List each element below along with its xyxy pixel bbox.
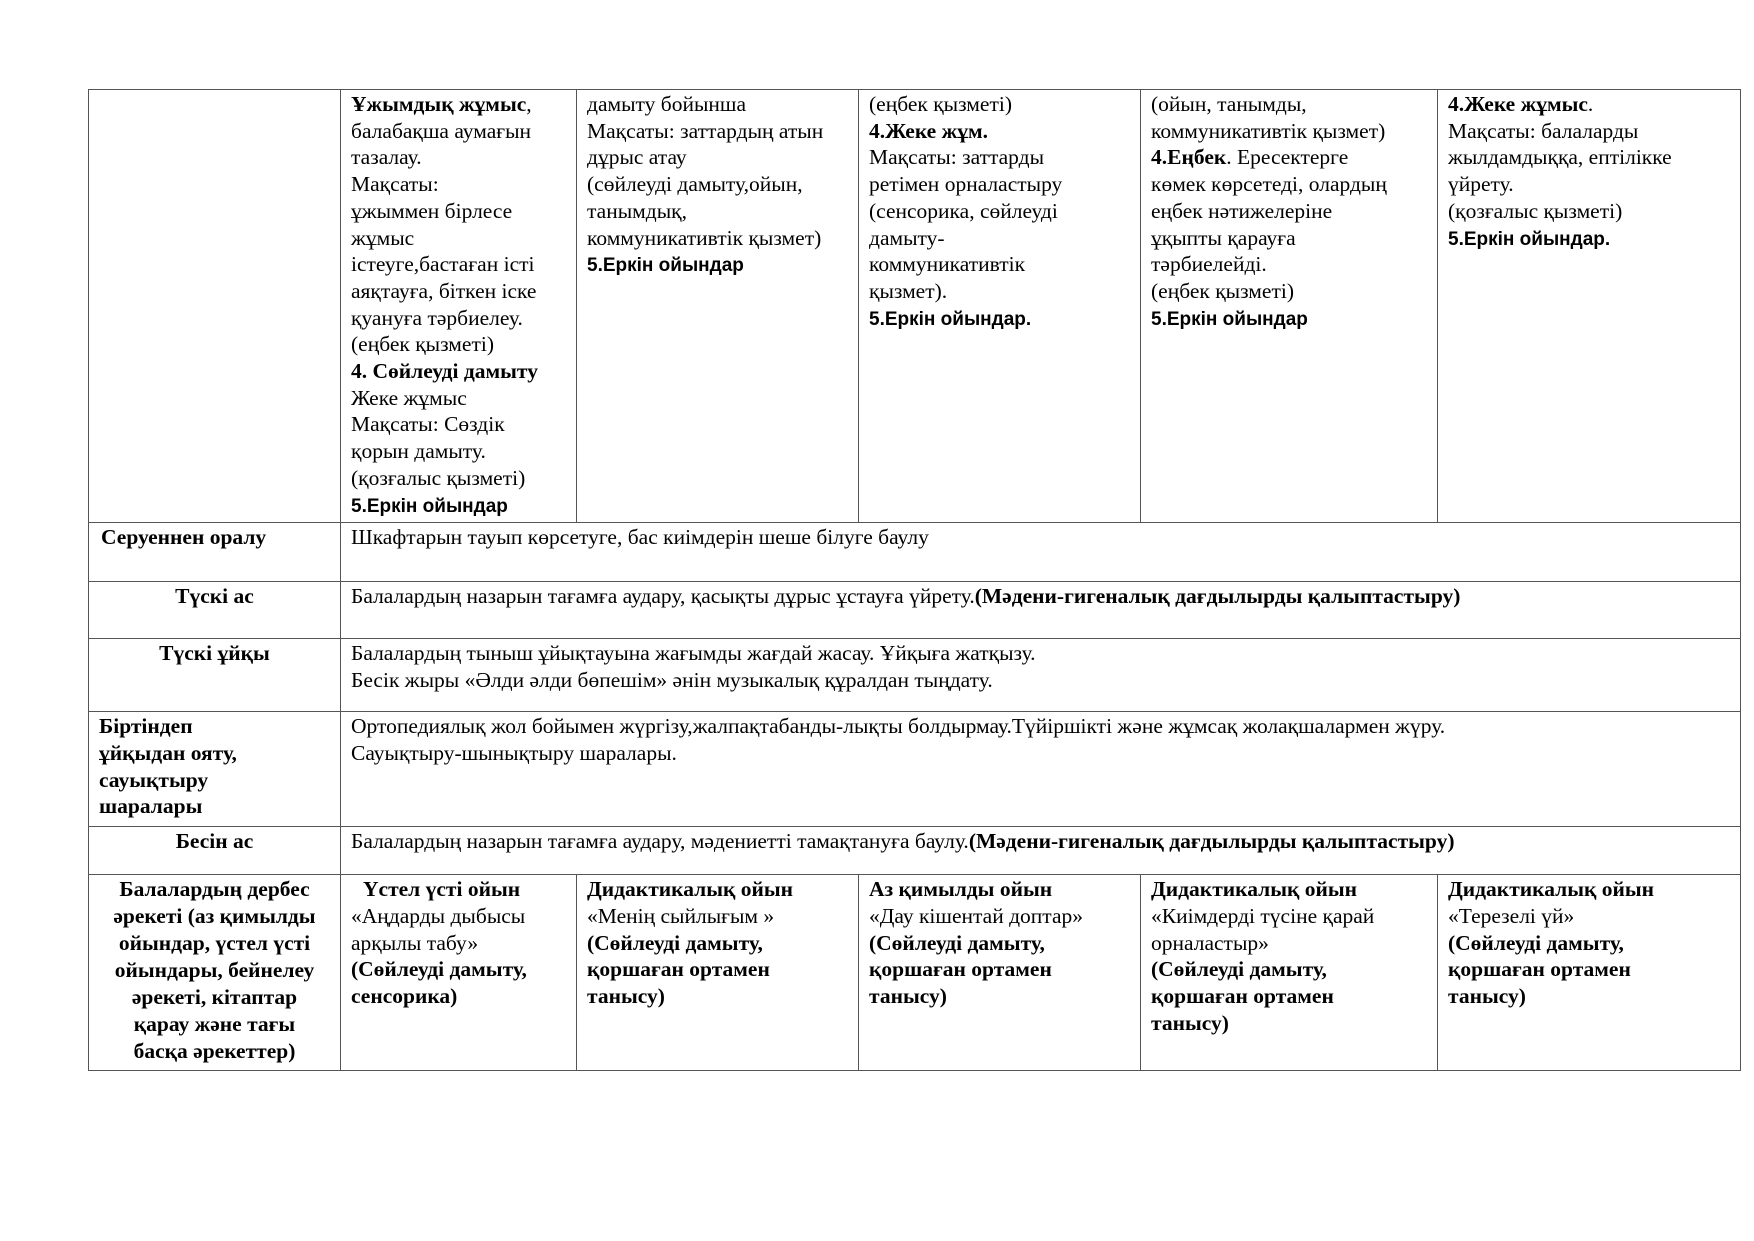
cell-text: тазалау. [351,145,422,170]
row-label-return-walk [89,523,341,582]
cell-line [351,492,566,521]
cell-text: ұжыммен бірлесе [351,198,513,223]
nap-text [341,639,1741,712]
cell-text: Жеке жұмыс [351,385,467,410]
table-row-nap [89,639,1741,712]
cell-text: жұмыс [351,225,415,250]
cell-line [869,278,1130,305]
return-walk-label: Серуеннен оралу [101,525,267,550]
cell-line [587,144,848,171]
game-goal: қоршаған ортамен [1151,984,1334,1009]
game-goal: (Сөйлеуді дамыту, [351,957,527,982]
snack-text [341,827,1741,875]
table-row-lunch [89,582,1741,639]
cell-text: коммуникативтік [869,252,1026,277]
cell-text: ұқыпты қарауға [1151,225,1296,250]
cell-text: істеуге,бастаған істі [351,252,535,277]
game-goal: сенсорика) [351,984,458,1009]
cell-line [351,251,566,278]
game-goal: (Сөйлеуді дамыту, [1448,930,1624,955]
wake-line-1: Ортопедиялық жол бойымен жүргізу,жалпақтабанды-лықты болдырмау.Түйіршікті және жұмсақ жолақшалармен жүру. [351,714,1446,739]
table-row-activities [89,875,1741,1071]
game-name: орналастыр» [1151,930,1269,955]
cell-line [1151,118,1427,145]
row-label-wake [89,712,341,827]
cell-text: коммуникативтік қызмет) [587,225,822,250]
cell-line [1151,171,1427,198]
row-label-empty [89,90,341,523]
game-name: арқылы табу» [351,930,479,955]
cell-heading: 5.Еркін ойындар [1151,308,1308,330]
lunch-text [341,582,1741,639]
cell-line [869,118,1130,145]
daily-plan-table [88,89,1741,1071]
row-label-lunch [89,582,341,639]
wake-line-2: Сауықтыру-шынықтыру шаралары. [351,740,677,765]
row-label-snack [89,827,341,875]
game-goal: қоршаған ортамен [869,957,1052,982]
cell-line [1151,251,1427,278]
game-cell [577,875,859,1071]
cell-line [351,144,566,171]
cell-text: аяқтауға, біткен іске [351,278,537,303]
cell-text: Мақсаты: Сөздік [351,412,505,437]
game-type: Аз қимылды ойын [869,877,1053,902]
cell-line [587,118,848,145]
table-row-work [89,90,1741,523]
table-row-wake [89,712,1741,827]
cell-line [869,144,1130,171]
cell-heading: 4.Жеке жұм. [869,118,988,143]
activities-label-line: басқа әрекеттер) [133,1039,296,1064]
nap-label: Түскі ұйқы [159,641,270,666]
game-goal: (Сөйлеуді дамыту, [1151,957,1327,982]
wake-label-line: сауықтыру [99,767,209,792]
cell-line [1151,225,1427,252]
cell-text: (еңбек қызметі) [351,332,494,357]
cell-line [1448,198,1730,225]
cell-text: қорын дамыту. [351,439,486,464]
cell-line [351,198,566,225]
nap-line-1: Балалардың тыныш ұйықтауына жағымды жағдай жасау. Ұйқыға жатқызу. [351,641,1036,666]
cell-text: коммуникативтік қызмет) [1151,118,1386,143]
cell-line [1448,118,1730,145]
cell-heading: 5.Еркін ойындар. [1448,228,1611,250]
cell-col-1 [341,90,577,523]
cell-col-2 [577,90,859,523]
game-goal: (Сөйлеуді дамыту, [587,930,763,955]
game-goal: қоршаған ортамен [1448,957,1631,982]
cell-text: (сөйлеуді дамыту,ойын, [587,172,803,197]
cell-heading: 4. Сөйлеуді дамыту [351,359,538,384]
cell-line [587,251,848,280]
cell-text-suffix: . [1587,92,1594,116]
cell-text: еңбек нәтижелеріне [1151,198,1333,223]
cell-line [869,251,1130,278]
cell-line [351,438,566,465]
game-name: «Киімдерді түсіне қарай [1151,903,1375,928]
cell-line [869,225,1130,252]
cell-heading: 5.Еркін ойындар [351,495,508,517]
cell-line [587,225,848,252]
cell-line [351,358,566,385]
cell-text: үйрету. [1448,172,1514,197]
cell-line [869,198,1130,225]
lunch-description: Балалардың назарын тағамға аудару, қасықты дұрыс ұстауға үйрету. [351,584,975,609]
cell-text: балабақша аумағын [351,118,532,143]
game-goal: қоршаған ортамен [587,957,770,982]
cell-line [351,278,566,305]
activities-label-line: ойындар, үстел үсті [118,931,311,956]
game-type: Үстел үсті ойын [363,877,521,902]
snack-description: Балалардың назарын тағамға аудару, мәдениетті тамақтануға баулу. [351,829,969,854]
wake-label-line: шаралары [99,794,203,819]
activities-label-line: әрекеті, кітаптар [131,985,298,1010]
cell-text: (еңбек қызметі) [1151,278,1294,303]
cell-text: Мақсаты: балаларды [1448,118,1639,143]
cell-line [587,91,848,118]
cell-text: қуануға тәрбиелеу. [351,305,523,330]
cell-text: (ойын, танымды, [1151,92,1307,116]
cell-heading: 4.Жеке жұмыс [1448,92,1588,116]
game-type: Дидактикалық ойын [1151,877,1358,902]
cell-line [869,91,1130,118]
game-goal: танысу) [587,984,665,1009]
row-label-activities [89,875,341,1071]
cell-text: Мақсаты: заттарды [869,145,1045,170]
cell-text: (қозғалыс қызметі) [1448,198,1623,223]
cell-line [1151,144,1427,171]
cell-col-4 [1141,90,1438,523]
game-type: Дидактикалық ойын [1448,877,1655,902]
cell-text: (қозғалыс қызметі) [351,465,526,490]
cell-text: танымдық, [587,198,687,223]
cell-line [351,118,566,145]
cell-heading: Ұжымдық жұмыс [351,92,527,116]
snack-goal: (Мәдени-гигеналық дағдылырды қалыптастыру) [968,829,1455,854]
cell-heading: 5.Еркін ойындар [587,255,744,277]
game-name: «Менің сыйлығым » [587,903,775,928]
cell-line [1448,225,1730,254]
wake-label-line: Біртіндеп [99,714,193,739]
cell-text: дамыту бойынша [587,92,747,116]
wake-text [341,712,1741,827]
activities-label-line: әрекеті (аз қимылды [113,904,316,929]
return-walk-text [341,523,1741,582]
cell-col-3 [859,90,1141,523]
cell-text: (еңбек қызметі) [869,92,1012,116]
cell-line [1448,171,1730,198]
game-name: «Аңдарды дыбысы [351,903,526,928]
wake-label-line: ұйқыдан ояту, [99,740,237,765]
cell-line [1151,198,1427,225]
activities-label-line: ойындары, бейнелеу [114,958,315,983]
cell-line [587,198,848,225]
table-row-snack [89,827,1741,875]
cell-line [1151,278,1427,305]
cell-text-suffix: . Ересектерге [1226,145,1349,170]
return-walk-description: Шкафтарын тауып көрсетуге, бас киімдерін шеше білуге баулу [351,525,929,550]
cell-line [351,331,566,358]
game-cell [1438,875,1741,1071]
cell-line [869,305,1130,334]
cell-line [351,91,566,118]
game-cell [341,875,577,1071]
lunch-goal: (Мәдени-гигеналық дағдылырды қалыптастыру) [974,584,1461,609]
game-cell [859,875,1141,1071]
cell-line [351,171,566,198]
game-cell [1141,875,1438,1071]
cell-line [351,225,566,252]
cell-text: көмек көрсетеді, олардың [1151,172,1387,197]
cell-text: ретімен орналастыру [869,172,1063,197]
activities-label-line: Балалардың дербес [119,877,310,902]
cell-heading: 5.Еркін ойындар. [869,308,1032,330]
cell-line [869,171,1130,198]
cell-col-5 [1438,90,1741,523]
game-goal: танысу) [1151,1010,1229,1035]
cell-line [351,385,566,412]
cell-text-suffix: , [526,92,532,116]
cell-heading: 4.Еңбек [1151,145,1227,170]
cell-line [351,305,566,332]
game-goal: (Сөйлеуді дамыту, [869,930,1045,955]
cell-line [587,171,848,198]
cell-line [1151,305,1427,334]
cell-line [1151,91,1427,118]
lunch-label: Түскі ас [175,584,254,609]
table-row-return-walk [89,523,1741,582]
game-goal: танысу) [869,984,947,1009]
cell-text: дамыту- [869,225,945,250]
cell-line [351,411,566,438]
nap-line-2: Бесік жыры «Әлди әлди бөпешім» әнін музыкалық құралдан тыңдату. [351,667,993,692]
game-goal: танысу) [1448,984,1526,1009]
cell-text: жылдамдыққа, ептілікке [1448,145,1672,170]
snack-label: Бесін ас [175,829,254,854]
cell-text: Мақсаты: [351,172,439,197]
game-type: Дидактикалық ойын [587,877,794,902]
game-name: «Терезелі үй» [1448,903,1575,928]
cell-text: Мақсаты: заттардың атын [587,118,824,143]
cell-text: тәрбиелейді. [1151,252,1267,277]
cell-text: қызмет). [869,278,948,303]
cell-text: дұрыс атау [587,145,687,170]
cell-line [1448,91,1730,118]
cell-line [351,465,566,492]
cell-text: (сенсорика, сөйлеуді [869,198,1058,223]
cell-line [1448,144,1730,171]
activities-label-line: қарау және тағы [133,1012,296,1037]
row-label-nap [89,639,341,712]
game-name: «Дау кішентай доптар» [869,903,1083,928]
